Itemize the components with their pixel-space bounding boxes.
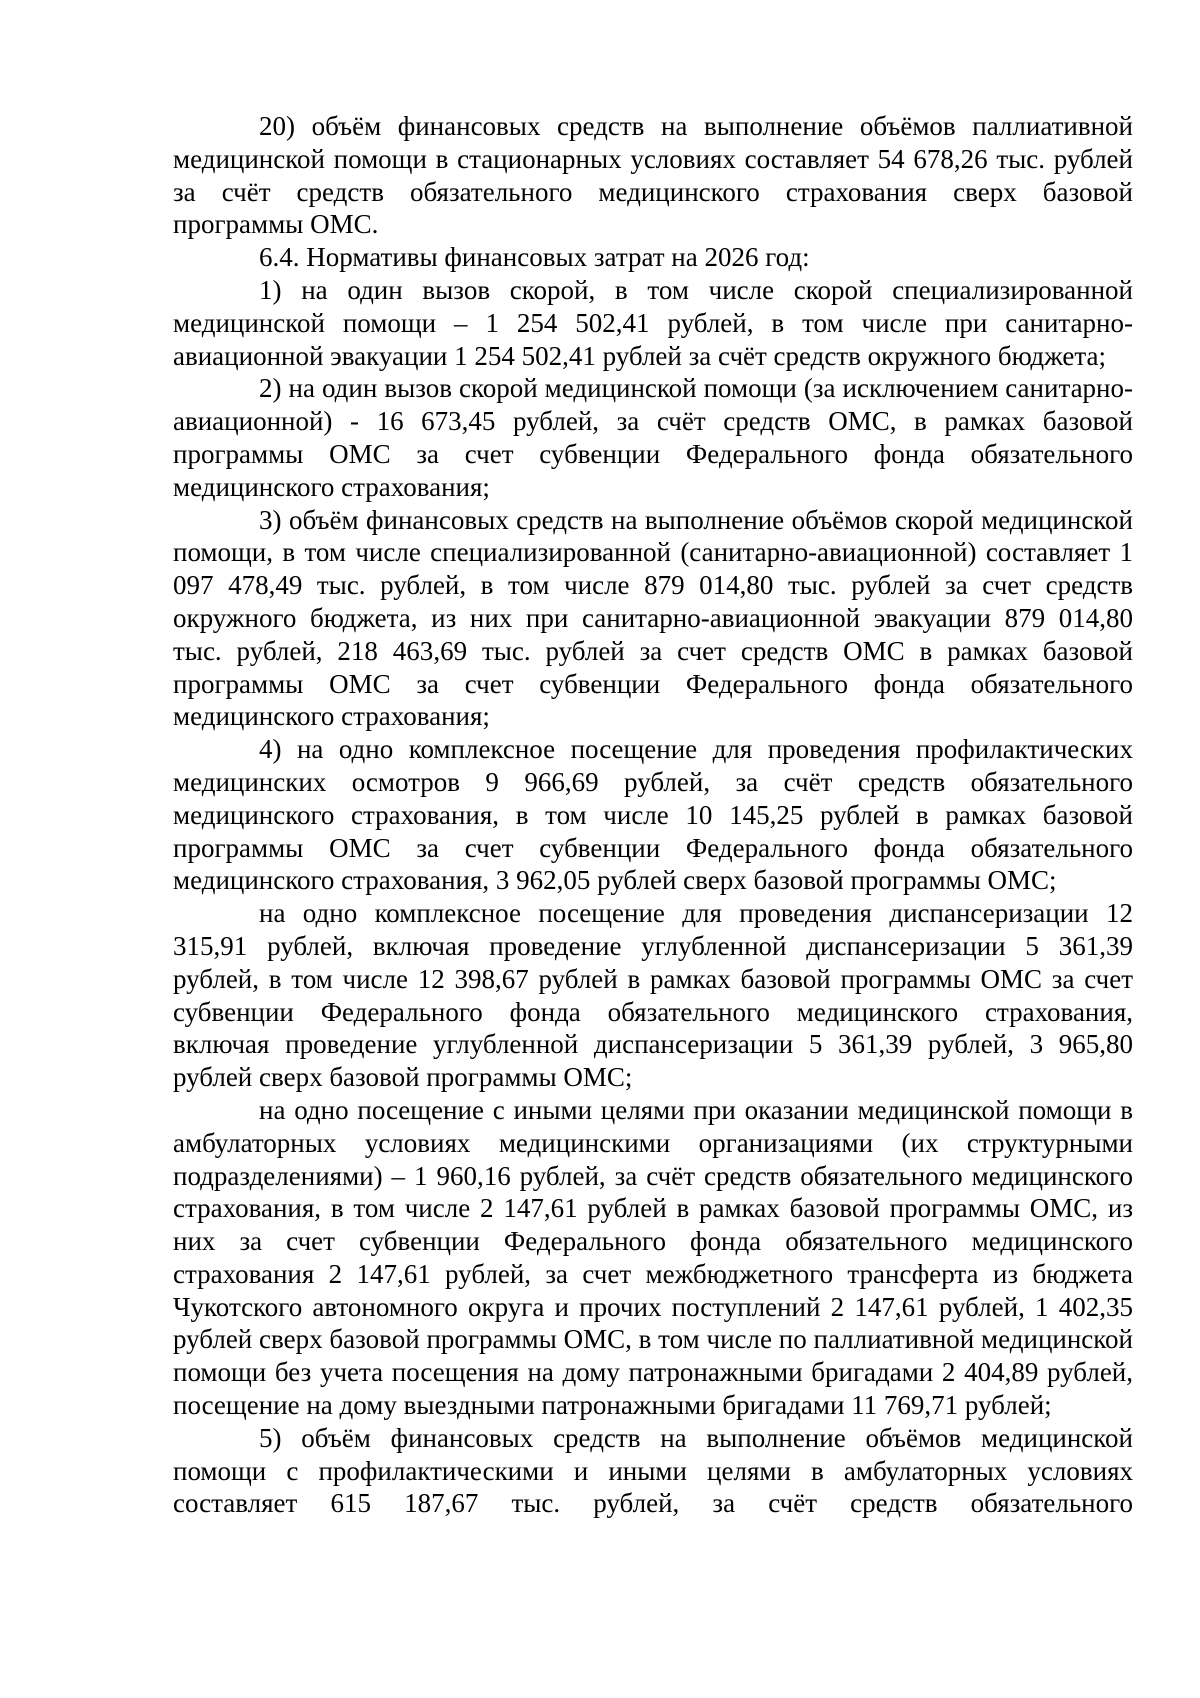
paragraph-item-3: 3) объём финансовых средств на выполнение объёмов скорой медицинской помощи, в том числе специализированной (санитарно-авиационной) составляет 1 097 478,49 тыс. рублей, в том числе 879 014,80 тыс. рублей за счет средств окружного бюджета, из них при санитарно-авиационной эвакуации 879 014,80 тыс. рублей, 218 463,69 тыс. рублей за счет средств ОМС в рамках базовой программы ОМС за счет субвенции Федерального фонда обязательного медицинского страхования; — [173, 504, 1133, 732]
paragraph-item-5: 5) объём финансовых средств на выполнение объёмов медицинской помощи с профилактическими и иными целями в амбулаторных условиях составляет 615 187,67 тыс. рублей, за счёт средств обязательного — [173, 1422, 1133, 1519]
document-page — [173, 110, 1133, 1520]
paragraph-item-4: 4) на одно комплексное посещение для проведения профилактических медицинских осмотров 9 966,69 рублей, за счёт средств обязательного медицинского страхования, в том числе 10 145,25 рублей в рамках базовой программы ОМС за счет субвенции Федерального фонда обязательного медицинского страхования, 3 962,05 рублей сверх базовой программы ОМС; — [173, 734, 1133, 896]
section-heading-6-4: 6.4. Нормативы финансовых затрат на 2026 год: — [259, 242, 810, 273]
paragraph-dispanserization: на одно комплексное посещение для проведения диспансеризации 12 315,91 рублей, включая проведение углубленной диспансеризации 5 361,39 рублей, в том числе 12 398,67 рублей в рамках базовой программы ОМС за счет субвенции Федерального фонда обязательного медицинского страхования, включая проведение углубленной диспансеризации 5 361,39 рублей, 3 965,80 рублей сверх базовой программы ОМС; — [173, 898, 1133, 1093]
paragraph-item-20: 20) объём финансовых средств на выполнение объёмов паллиативной медицинской помощи в стационарных условиях составляет 54 678,26 тыс. рублей за счёт средств обязательного медицинского страхования сверх базовой программы ОМС. — [173, 111, 1133, 240]
paragraph-item-2: 2) на один вызов скорой медицинской помощи (за исключением санитарно-авиационной) - 16 673,45 рублей, за счёт средств ОМС, в рамках базовой программы ОМС за счет субвенции Федерального фонда обязательного медицинского страхования; — [173, 373, 1133, 502]
paragraph-other-visits: на одно посещение с иными целями при оказании медицинской помощи в амбулаторных условиях медицинскими организациями (их структурными подразделениями) – 1 960,16 рублей, за счёт средств обязательного медицинского страхования, в том числе 2 147,61 рублей в рамках базовой программы ОМС, из них за счет субвенции Федерального фонда обязательного медицинского страхования 2 147,61 рублей, за счет межбюджетного трансферта из бюджета Чукотского автономного округа и прочих поступлений 2 147,61 рублей, 1 402,35 рублей сверх базовой программы ОМС, в том числе по паллиативной медицинской помощи без учета посещения на дому патронажными бригадами 2 404,89 рублей, посещение на дому выездными патронажными бригадами 11 769,71 рублей; — [173, 1094, 1133, 1421]
paragraph-item-1: 1) на один вызов скорой, в том числе скорой специализированной медицинской помощи – 1 254 502,41 рублей, в том числе при санитарно-авиационной эвакуации 1 254 502,41 рублей за счёт средств окружного бюджета; — [173, 274, 1133, 371]
